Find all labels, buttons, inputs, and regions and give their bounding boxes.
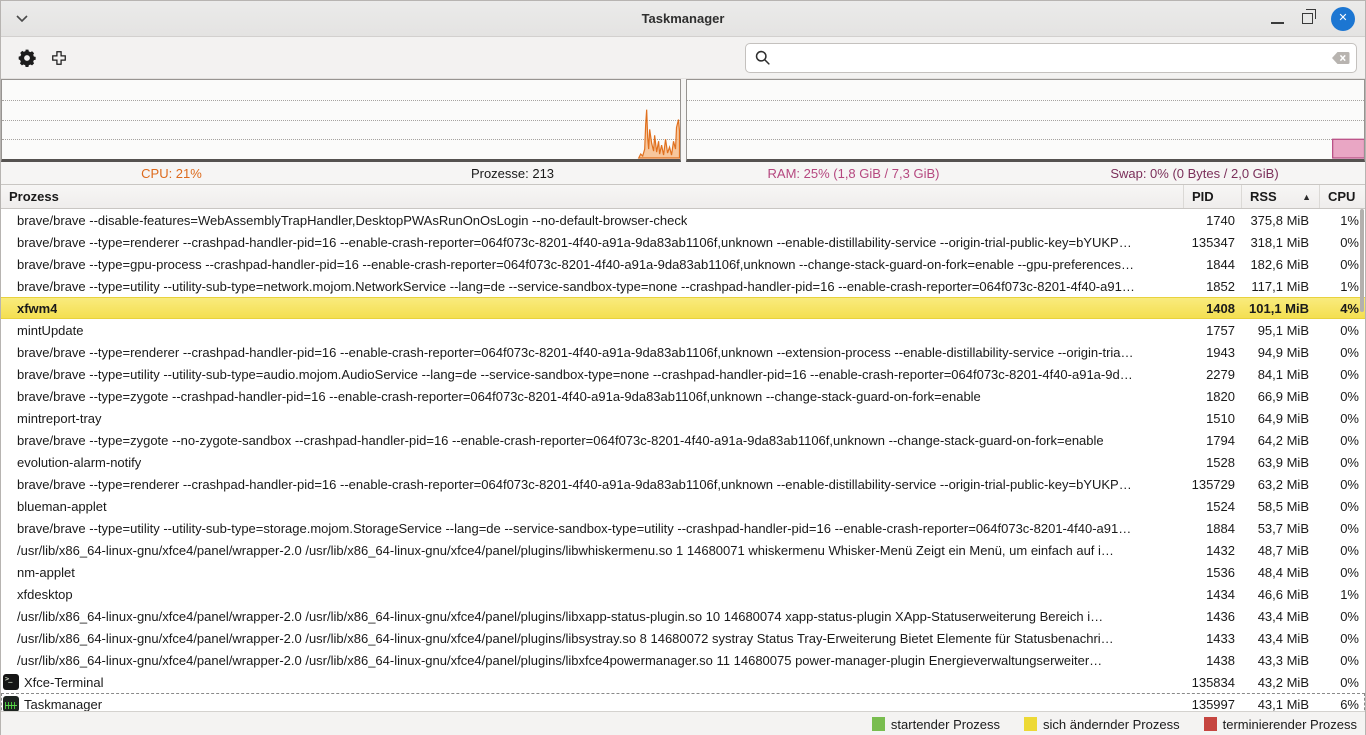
cpu-graph-line: [2, 80, 680, 159]
window-menu-button[interactable]: [11, 8, 33, 30]
table-row[interactable]: [1, 495, 1365, 517]
process-name: brave/brave --type=renderer --crashpad-handler-pid=16 --enable-crash-reporter=064f073c-8201-4f40-a91a-9da83ab1106f,unknown --enable-distillability-service --origin-trial-public-key=bYUKP…: [17, 476, 1132, 492]
process-pid: 1438: [1206, 652, 1235, 668]
process-pid: 1434: [1206, 586, 1235, 602]
column-header-rss[interactable]: RSS ▲: [1241, 185, 1319, 208]
process-table: [1, 209, 1365, 711]
process-cpu: 1%: [1340, 586, 1359, 602]
process-name: brave/brave --type=renderer --crashpad-handler-pid=16 --enable-crash-reporter=064f073c-8201-4f40-a91a-9da83ab1106f,unknown --enable-distillability-service --origin-trial-public-key=bYUKP…: [17, 234, 1132, 250]
process-cpu: 0%: [1340, 256, 1359, 272]
process-pid: 1432: [1206, 542, 1235, 558]
process-rss: 43,1 MiB: [1257, 696, 1309, 711]
process-cpu: 0%: [1340, 630, 1359, 646]
minimize-button[interactable]: [1271, 22, 1284, 24]
table-row[interactable]: [1, 319, 1365, 341]
swap-stat: Swap: 0% (0 Bytes / 2,0 GiB): [1110, 165, 1279, 181]
process-pid: 1528: [1206, 454, 1235, 470]
process-name: brave/brave --type=utility --utility-sub-type=storage.mojom.StorageService --lang=de --service-sandbox-type=utility --crashpad-handler-pid=16 --enable-crash-reporter=064f073c-8201-4f40-a91…: [17, 520, 1132, 536]
process-pid: 1536: [1206, 564, 1235, 580]
process-name: mintreport-tray: [17, 410, 102, 426]
table-row[interactable]: [1, 297, 1365, 319]
process-rss: 64,9 MiB: [1257, 410, 1309, 426]
process-rss: 95,1 MiB: [1257, 322, 1309, 338]
taskmanager-icon: [3, 696, 19, 711]
table-row[interactable]: [1, 583, 1365, 605]
process-cpu: 0%: [1340, 476, 1359, 492]
process-tree-button[interactable]: [43, 43, 75, 73]
process-pid: 1844: [1206, 256, 1235, 272]
process-cpu: 0%: [1340, 322, 1359, 338]
process-pid: 135729: [1191, 476, 1235, 492]
process-rss: 58,5 MiB: [1257, 498, 1309, 514]
legend-color-swatch: [872, 717, 885, 731]
process-rss: 48,7 MiB: [1257, 542, 1309, 558]
process-name: xfdesktop: [17, 586, 73, 602]
process-cpu: 6%: [1340, 696, 1359, 711]
clear-search-icon[interactable]: [1331, 51, 1350, 65]
legend-item: [1024, 717, 1180, 732]
process-rss: 63,9 MiB: [1257, 454, 1309, 470]
process-rss: 375,8 MiB: [1250, 212, 1309, 228]
table-row[interactable]: [1, 561, 1365, 583]
process-rss: 66,9 MiB: [1257, 388, 1309, 404]
process-rss: 63,2 MiB: [1257, 476, 1309, 492]
graph-stats: [1, 162, 1365, 184]
process-cpu: 1%: [1340, 278, 1359, 294]
legend-item: [872, 717, 1000, 732]
process-cpu: 1%: [1340, 212, 1359, 228]
process-rss: 84,1 MiB: [1257, 366, 1309, 382]
process-rss: 64,2 MiB: [1257, 432, 1309, 448]
process-rss: 94,9 MiB: [1257, 344, 1309, 360]
process-pid: 1510: [1206, 410, 1235, 426]
sort-ascending-icon: ▲: [1302, 191, 1311, 202]
process-rss: 101,1 MiB: [1249, 300, 1309, 316]
titlebar: [1, 1, 1365, 37]
legend-item: [1204, 717, 1357, 732]
cpu-graph: [1, 79, 681, 162]
process-cpu: 0%: [1340, 674, 1359, 690]
process-name: mintUpdate: [17, 322, 84, 338]
process-pid: 1794: [1206, 432, 1235, 448]
move-cross-icon: [49, 48, 69, 68]
table-row[interactable]: [1, 693, 1365, 711]
process-cpu: 0%: [1340, 366, 1359, 382]
ram-stat: RAM: 25% (1,8 GiB / 7,3 GiB): [767, 165, 940, 181]
process-name: xfwm4: [17, 300, 58, 316]
column-header-pid[interactable]: PID: [1183, 185, 1241, 208]
table-row[interactable]: [1, 517, 1365, 539]
column-header-cpu[interactable]: CPU: [1319, 185, 1365, 208]
window-title: Taskmanager: [641, 11, 725, 26]
table-row[interactable]: [1, 627, 1365, 649]
process-pid: 1740: [1206, 212, 1235, 228]
process-name: Xfce-Terminal: [24, 674, 104, 690]
process-name: /usr/lib/x86_64-linux-gnu/xfce4/panel/wrapper-2.0 /usr/lib/x86_64-linux-gnu/xfce4/panel/plugins/libxapp-status-plugin.so 10 14680074 xapp-status-plugin XApp-Statuserweiterung Bereich i…: [17, 608, 1104, 624]
column-header-process[interactable]: Prozess: [9, 189, 59, 204]
legend-color-swatch: [1204, 717, 1217, 731]
table-row[interactable]: [1, 671, 1365, 693]
table-row[interactable]: [1, 385, 1365, 407]
processes-stat: Prozesse: 213: [470, 165, 555, 181]
legend-label: sich ändernder Prozess: [1043, 716, 1180, 732]
process-cpu: 0%: [1340, 608, 1359, 624]
process-cpu: 0%: [1340, 542, 1359, 558]
process-rss: 43,4 MiB: [1257, 608, 1309, 624]
process-rows: [1, 209, 1365, 711]
process-name: nm-applet: [17, 564, 75, 580]
table-row[interactable]: [1, 605, 1365, 627]
process-cpu: 0%: [1340, 344, 1359, 360]
process-name: brave/brave --type=renderer --crashpad-handler-pid=16 --enable-crash-reporter=064f073c-8201-4f40-a91a-9da83ab1106f,unknown --extension-process --enable-distillability-service --origin-tria…: [17, 344, 1134, 360]
process-pid: 2279: [1206, 366, 1235, 382]
process-cpu: 0%: [1340, 652, 1359, 668]
process-cpu: 0%: [1340, 234, 1359, 250]
process-name: brave/brave --type=zygote --crashpad-handler-pid=16 --enable-crash-reporter=064f073c-8201-4f40-a91a-9da83ab1106f,unknown --change-stack-guard-on-fork=enable: [17, 388, 981, 404]
process-pid: 1408: [1206, 300, 1235, 316]
search-icon: [754, 49, 771, 66]
process-cpu: 0%: [1340, 454, 1359, 470]
process-cpu: 0%: [1340, 432, 1359, 448]
process-name: brave/brave --type=gpu-process --crashpad-handler-pid=16 --enable-crash-reporter=064f073c-8201-4f40-a91a-9da83ab1106f,unknown --change-stack-guard-on-fork=enable --gpu-preferences…: [17, 256, 1134, 272]
process-pid: 1884: [1206, 520, 1235, 536]
usage-graphs: [1, 79, 1365, 162]
legend: [872, 717, 1357, 732]
table-row[interactable]: [1, 341, 1365, 363]
process-name: evolution-alarm-notify: [17, 454, 142, 470]
process-pid: 1852: [1206, 278, 1235, 294]
process-rss: 43,2 MiB: [1257, 674, 1309, 690]
close-button[interactable]: ✕: [1331, 7, 1355, 31]
process-rss: 43,4 MiB: [1257, 630, 1309, 646]
process-rss: 318,1 MiB: [1250, 234, 1309, 250]
table-row[interactable]: [1, 539, 1365, 561]
process-pid: 1943: [1206, 344, 1235, 360]
table-row[interactable]: [1, 363, 1365, 385]
process-pid: 135997: [1191, 696, 1235, 711]
process-name: Taskmanager: [24, 696, 103, 711]
terminal-icon: [3, 674, 19, 690]
process-name: /usr/lib/x86_64-linux-gnu/xfce4/panel/wrapper-2.0 /usr/lib/x86_64-linux-gnu/xfce4/panel/plugins/libwhiskermenu.so 1 14680071 whiskermenu Whisker-Menü Zeigt ein Menü, um einfach auf i…: [17, 542, 1114, 558]
legend-label: startender Prozess: [890, 716, 1001, 732]
gear-icon: [17, 48, 37, 68]
table-row[interactable]: [1, 231, 1365, 253]
cpu-stat: CPU: 21%: [141, 165, 202, 181]
table-row[interactable]: [1, 429, 1365, 451]
process-cpu: 0%: [1340, 388, 1359, 404]
process-pid: 1757: [1206, 322, 1235, 338]
settings-button[interactable]: [11, 43, 43, 73]
process-pid: 135834: [1191, 674, 1235, 690]
process-cpu: 0%: [1340, 520, 1359, 536]
process-pid: 1820: [1206, 388, 1235, 404]
process-pid: 135347: [1191, 234, 1235, 250]
ram-graph: [686, 79, 1366, 162]
process-cpu: 0%: [1340, 498, 1359, 514]
statusbar: [1, 711, 1365, 735]
table-row[interactable]: [1, 407, 1365, 429]
process-name: brave/brave --type=zygote --no-zygote-sandbox --crashpad-handler-pid=16 --enable-crash-reporter=064f073c-8201-4f40-a91a-9da83ab1106f,unknown --change-stack-guard-on-fork=enable: [17, 432, 1104, 448]
legend-label: terminierender Prozess: [1222, 716, 1357, 732]
process-rss: 53,7 MiB: [1257, 520, 1309, 536]
process-name: /usr/lib/x86_64-linux-gnu/xfce4/panel/wrapper-2.0 /usr/lib/x86_64-linux-gnu/xfce4/panel/plugins/libxfce4powermanager.so 11 14680075 power-manager-plugin Energieverwaltungserweiter…: [17, 652, 1103, 668]
table-row[interactable]: [1, 253, 1365, 275]
toolbar: [1, 37, 1365, 79]
process-name: /usr/lib/x86_64-linux-gnu/xfce4/panel/wrapper-2.0 /usr/lib/x86_64-linux-gnu/xfce4/panel/plugins/libsystray.so 8 14680072 systray Status Tray-Erweiterung Bietet Elemente für Statusbenachri…: [17, 630, 1114, 646]
chevron-down-icon: [16, 15, 28, 22]
process-rss: 182,6 MiB: [1250, 256, 1309, 272]
table-row[interactable]: [1, 451, 1365, 473]
vertical-scrollbar[interactable]: [1360, 209, 1364, 312]
process-name: blueman-applet: [17, 498, 107, 514]
process-pid: 1433: [1206, 630, 1235, 646]
process-name: brave/brave --type=utility --utility-sub-type=network.mojom.NetworkService --lang=de --service-sandbox-type=none --crashpad-handler-pid=16 --enable-crash-reporter=064f073c-8201-4f40-a91…: [17, 278, 1135, 294]
process-cpu: 0%: [1340, 410, 1359, 426]
process-rss: 43,3 MiB: [1257, 652, 1309, 668]
process-rss: 46,6 MiB: [1257, 586, 1309, 602]
restore-button[interactable]: [1302, 13, 1313, 24]
process-pid: 1524: [1206, 498, 1235, 514]
ram-graph-area: [687, 80, 1365, 159]
process-cpu: 0%: [1340, 564, 1359, 580]
table-row[interactable]: [1, 275, 1365, 297]
table-row[interactable]: [1, 209, 1365, 231]
process-pid: 1436: [1206, 608, 1235, 624]
search-box[interactable]: [745, 43, 1357, 73]
table-header: [1, 184, 1365, 209]
legend-color-swatch: [1024, 717, 1037, 731]
table-row[interactable]: [1, 649, 1365, 671]
search-input[interactable]: [771, 44, 1331, 72]
process-name: brave/brave --type=utility --utility-sub-type=audio.mojom.AudioService --lang=de --service-sandbox-type=none --crashpad-handler-pid=16 --enable-crash-reporter=064f073c-8201-4f40-a91a-9d…: [17, 366, 1133, 382]
table-row[interactable]: [1, 473, 1365, 495]
process-rss: 117,1 MiB: [1251, 278, 1309, 294]
process-name: brave/brave --disable-features=WebAssemblyTrapHandler,DesktopPWAsRunOnOsLogin --no-default-browser-check: [17, 212, 688, 228]
process-cpu: 4%: [1340, 300, 1359, 316]
process-rss: 48,4 MiB: [1257, 564, 1309, 580]
